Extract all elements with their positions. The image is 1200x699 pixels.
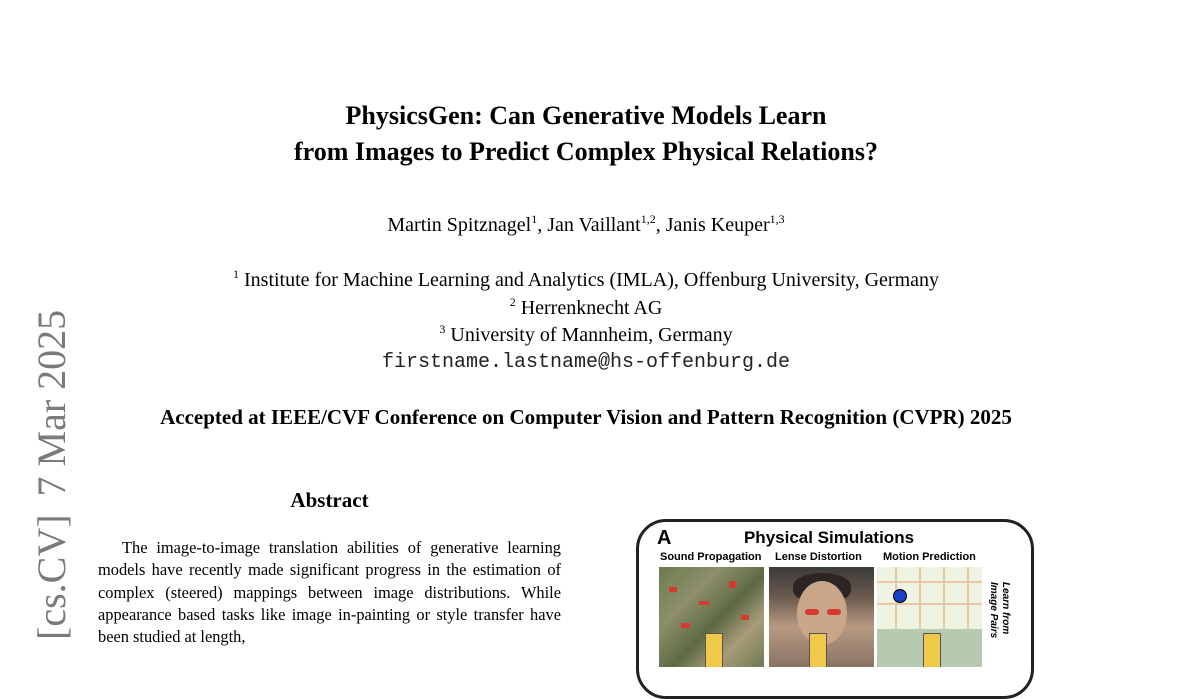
sound-marker <box>699 601 709 605</box>
paper-title <box>0 98 1172 170</box>
lens-distortion-image <box>769 567 874 667</box>
sound-marker <box>669 587 677 592</box>
contact-email: firstname.lastname@hs-offenburg.de <box>381 351 791 374</box>
arxiv-watermark <box>28 310 75 640</box>
side-caption-line-2: Image Pairs <box>988 582 999 639</box>
affiliation-item <box>0 322 1172 350</box>
teaser-figure <box>636 519 1034 699</box>
moving-ball <box>893 589 907 603</box>
abstract-heading: Abstract <box>290 488 369 512</box>
sound-source-block <box>705 633 723 667</box>
affiliation-list <box>0 267 1172 350</box>
author-list: Martin Spitznagel$^1$, Jan Vaillant$^{1,2}$, Janis Keuper$^{1,3}$ <box>387 212 785 236</box>
affiliation-text: Institute for Machine Learning and Analytics (IMLA), Offenburg University, Germany <box>244 269 939 291</box>
portrait-eye-marker <box>827 609 841 615</box>
affiliation-text: University of Mannheim, Germany <box>450 324 733 346</box>
grid-line <box>877 581 982 583</box>
title-line-2: from Images to Predict Complex Physical Relations? <box>294 137 878 166</box>
grid-line <box>877 603 982 605</box>
arxiv-category: [cs.CV] <box>29 514 74 640</box>
affiliation-item <box>0 295 1172 323</box>
affiliation-item <box>0 267 1172 295</box>
figure-panel-letter: A <box>657 527 672 549</box>
sound-marker <box>681 623 690 628</box>
motion-block <box>923 633 941 667</box>
author-name: Jan Vaillant <box>547 214 641 236</box>
acceptance-note: Accepted at IEEE/CVF Conference on Computer Vision and Pattern Recognition (CVPR) 2025 <box>160 405 1012 429</box>
sound-marker <box>729 581 736 588</box>
panel-label-sound: Sound Propagation <box>660 551 762 563</box>
affiliation-text: Herrenknecht AG <box>520 296 663 319</box>
affiliation-sup: 3 <box>439 322 446 336</box>
lens-block <box>809 633 827 667</box>
arxiv-date: 7 Mar 2025 <box>29 309 74 497</box>
figure-side-caption <box>987 582 1011 638</box>
side-caption-line-1: Learn from <box>1000 582 1011 635</box>
author-name: Janis Keuper <box>665 214 770 236</box>
sound-propagation-image <box>659 567 764 667</box>
title-line-1: PhysicsGen: Can Generative Models Learn <box>345 101 827 130</box>
panel-label-motion: Motion Prediction <box>883 551 976 563</box>
affiliation-sup: 2 <box>509 294 516 309</box>
author-sup: 1 <box>531 212 538 226</box>
figure-title: Physical Simulations <box>743 528 915 547</box>
author-sup: 1,2 <box>640 212 656 226</box>
author-name: Martin Spitznagel <box>387 214 532 236</box>
portrait-eye-marker <box>805 609 819 615</box>
sound-marker <box>741 615 749 620</box>
author-sup: 1,3 <box>769 212 785 226</box>
panel-label-lens: Lense Distortion <box>775 551 862 563</box>
affiliation-sup: 1 <box>233 267 239 281</box>
abstract-text: The image-to-image translation abilities of generative learning models have recently made significant progress in the estimation of complex (steered) mappings between image distributions. While appearance based tasks like image in-painting or style transfer have been studied at length, <box>98 538 561 647</box>
motion-prediction-image <box>877 567 982 667</box>
